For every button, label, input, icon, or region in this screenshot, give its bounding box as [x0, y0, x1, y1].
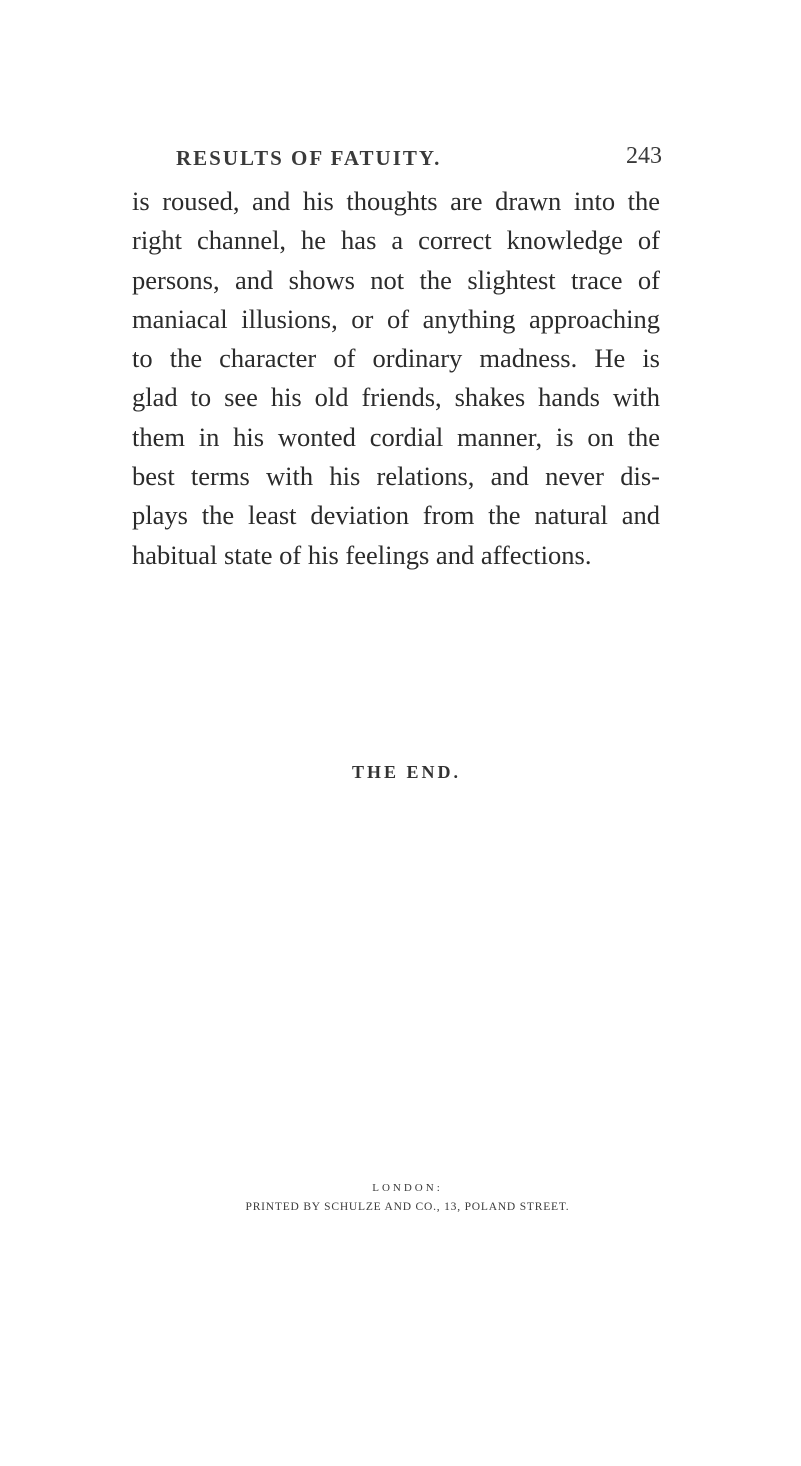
text-line: is roused, and his thoughts are drawn into the [132, 186, 660, 216]
text-line: best terms with his relations, and never dis- [132, 461, 660, 492]
imprint-printer: PRINTED BY SCHULZE AND CO., 13, POLAND STREET. [245, 1201, 570, 1213]
imprint-city: LONDON: [372, 1182, 443, 1194]
page-number: 243 [626, 143, 662, 169]
running-title: RESULTS OF FATUITY. [176, 146, 442, 170]
text-line: to the character of ordinary madness. He is [132, 343, 660, 374]
text-line: glad to see his old friends, shakes hands with [132, 382, 660, 413]
text-line: habitual state of his feelings and affections. [132, 539, 592, 570]
the-end-heading: THE END. [351, 762, 462, 782]
text-line: them in his wonted cordial manner, is on the [132, 421, 660, 452]
text-line: right channel, he has a correct knowledge of [132, 225, 660, 256]
running-head [176, 143, 662, 176]
text-line: plays the least deviation from the natural and [132, 500, 660, 531]
body-paragraph [132, 182, 660, 575]
text-line: maniacal illusions, or of anything approaching [132, 303, 660, 334]
text-line: persons, and shows not the slightest trace of [132, 264, 660, 295]
